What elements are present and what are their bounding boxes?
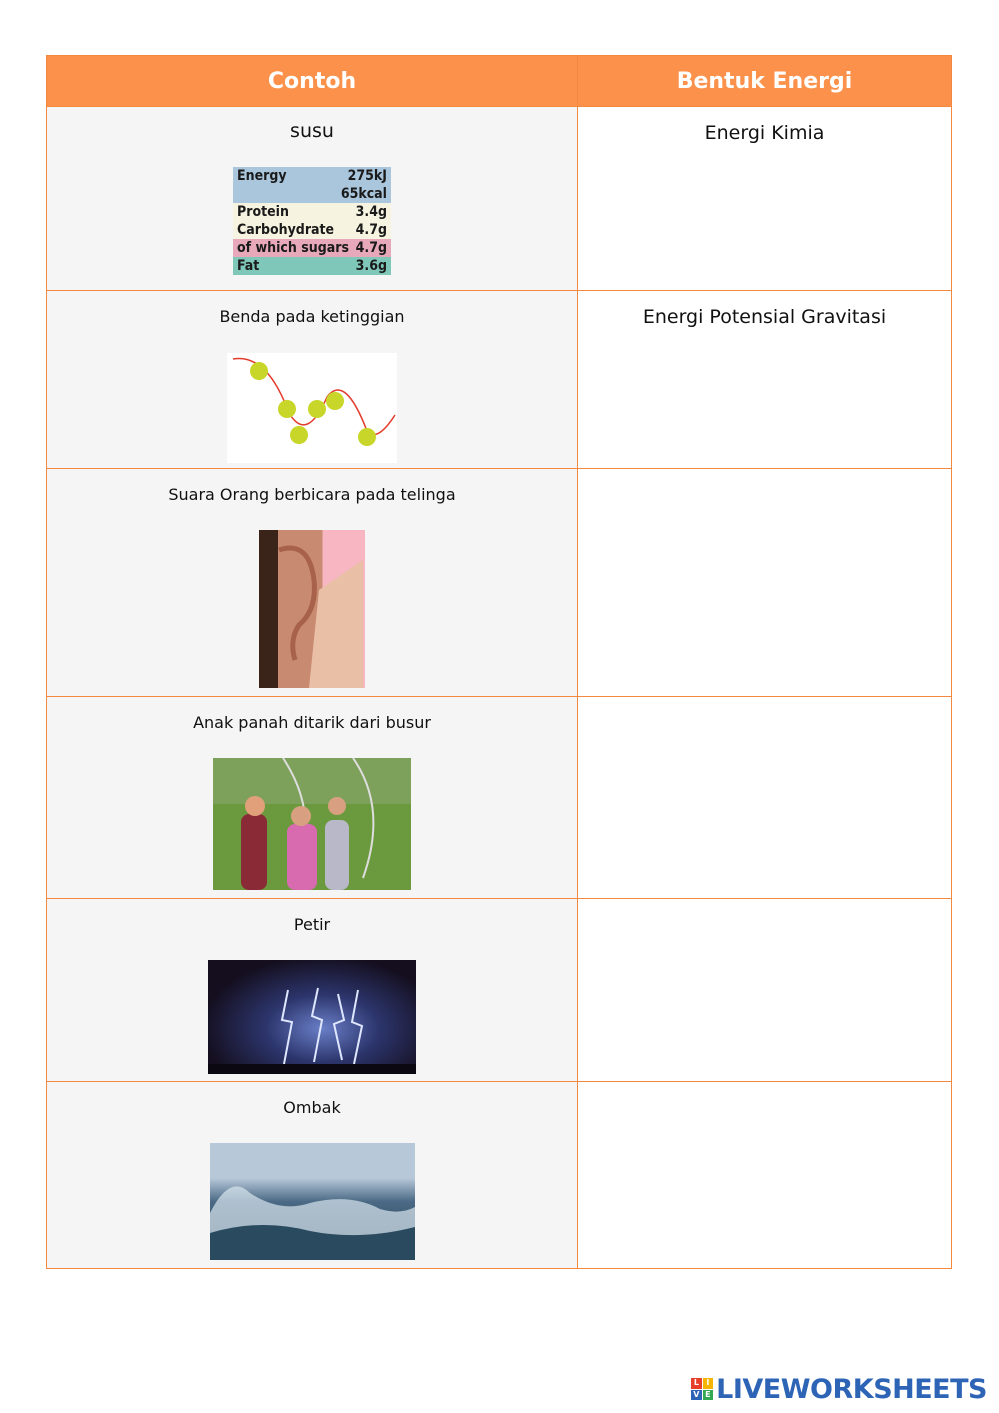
table-row [47, 107, 952, 291]
ear-listening-image [259, 530, 365, 688]
example-cell [47, 107, 578, 291]
example-label: Anak panah ditarik dari busur [193, 713, 431, 732]
answer-text: Energi Potensial Gravitasi [642, 306, 887, 328]
lightning-image [208, 960, 416, 1074]
answer-cell[interactable] [578, 107, 952, 291]
table-row [47, 291, 952, 469]
example-label: Ombak [283, 1098, 341, 1117]
example-cell [47, 697, 578, 899]
archery-image [213, 758, 411, 890]
logo-text: LIVEWORKSHEETS [716, 1373, 987, 1405]
table-header-row [47, 56, 952, 107]
table-row [47, 697, 952, 899]
ocean-wave-image [210, 1143, 415, 1260]
answer-cell[interactable] [578, 899, 952, 1082]
example-cell [47, 899, 578, 1082]
example-label: susu [290, 120, 334, 142]
example-label: Benda pada ketinggian [219, 307, 405, 326]
header-bentuk-energi: Bentuk Energi [578, 56, 952, 107]
example-label: Suara Orang berbicara pada telinga [168, 485, 456, 504]
example-cell [47, 469, 578, 697]
answer-cell[interactable] [578, 697, 952, 899]
bouncing-balls-image [227, 353, 397, 463]
example-cell [47, 291, 578, 469]
nutrition-label-image: Energy 275kJ 65kcal Protein 3.4g Carbohydrate 4.7g of which sugars 4.7g Fat 3.6g [233, 167, 391, 279]
liveworksheets-logo-icon: L I V E [691, 1378, 713, 1400]
example-label: Petir [293, 915, 331, 934]
liveworksheets-logo[interactable] [691, 1374, 987, 1404]
answer-cell[interactable] [578, 1082, 952, 1269]
example-cell [47, 1082, 578, 1269]
answer-cell[interactable] [578, 469, 952, 697]
answer-text: Energi Kimia [704, 122, 825, 144]
table-row [47, 899, 952, 1082]
answer-cell[interactable] [578, 291, 952, 469]
header-contoh: Contoh [47, 56, 578, 107]
energy-table [46, 55, 952, 1269]
table-row [47, 1082, 952, 1269]
table-row [47, 469, 952, 697]
